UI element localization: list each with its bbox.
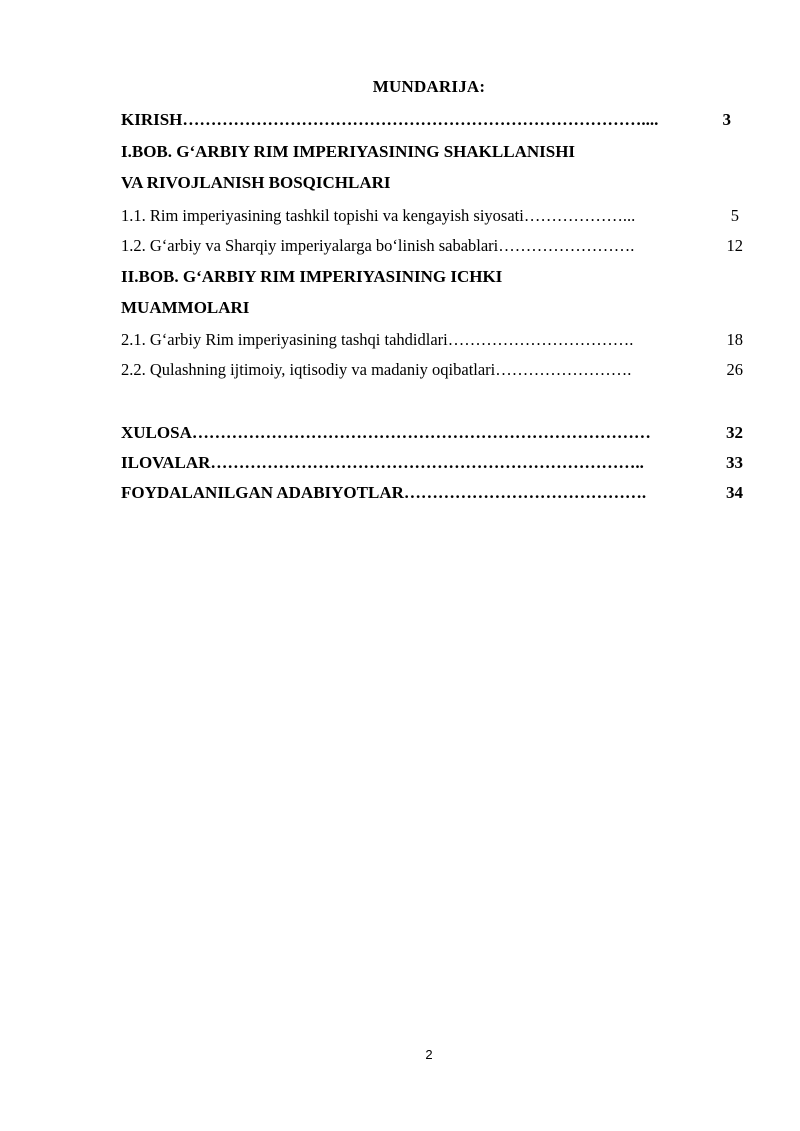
chapter-title-line: I.BOB. G‘ARBIY RIM IMPERIYASINING SHAKLLANISHI	[121, 142, 576, 161]
toc-entry-text: 2.1. G‘arbiy Rim imperiyasining tashqi tahdidlari…………………………….	[121, 330, 634, 349]
toc-entry-2-2[interactable]	[121, 358, 743, 382]
toc-entry-text: FOYDALANILGAN ADABIYOTLAR…………………………………….	[121, 483, 647, 502]
toc-chapter-1-heading-cont	[121, 171, 743, 195]
toc-page-number: 18	[726, 330, 743, 349]
toc-page-number: 12	[726, 236, 743, 255]
toc-entry-text: KIRISH………………………………………………………………………....	[121, 110, 659, 129]
toc-entry-2-1[interactable]	[121, 328, 743, 352]
toc-entry-text: 1.1. Rim imperiyasining tashkil topishi va kengayish siyosati………………...	[121, 206, 636, 225]
toc-entry-text: ILOVALAR…………………………………………………………………..	[121, 453, 644, 472]
toc-page-number: 33	[726, 453, 743, 472]
toc-page-number: 3	[722, 110, 731, 129]
toc-entry-ilovalar[interactable]	[121, 451, 743, 475]
page-number: 2	[425, 1047, 433, 1062]
chapter-title-line: VA RIVOJLANISH BOSQICHLARI	[121, 173, 391, 192]
toc-page-number: 32	[726, 423, 743, 442]
toc-entry-1-2[interactable]	[121, 234, 743, 258]
toc-entry-foydalanilgan-adabiyotlar[interactable]	[121, 481, 743, 505]
page-title: MUNDARIJA:	[372, 77, 486, 96]
chapter-title-line: MUAMMOLARI	[121, 298, 250, 317]
toc-chapter-1-heading[interactable]	[121, 140, 743, 164]
toc-entry-text: 2.2. Qulashning ijtimoiy, iqtisodiy va madaniy oqibatlari…………………….	[121, 360, 632, 379]
chapter-title-line: II.BOB. G‘ARBIY RIM IMPERIYASINING ICHKI	[121, 267, 503, 286]
toc-entry-1-1[interactable]	[121, 204, 743, 228]
toc-chapter-2-heading-cont	[121, 296, 743, 320]
toc-page-number: 34	[726, 483, 743, 502]
toc-entry-text: XULOSA………………………………………………………………………	[121, 423, 651, 442]
toc-entry-kirish[interactable]	[121, 108, 743, 132]
toc-page-number: 5	[730, 206, 739, 225]
toc-entry-xulosa[interactable]	[121, 421, 743, 445]
toc-entry-text: 1.2. G‘arbiy va Sharqiy imperiyalarga bo‘linish sabablari…………………….	[121, 236, 635, 255]
toc-chapter-2-heading[interactable]	[121, 265, 743, 289]
toc-page-number: 26	[726, 360, 743, 379]
